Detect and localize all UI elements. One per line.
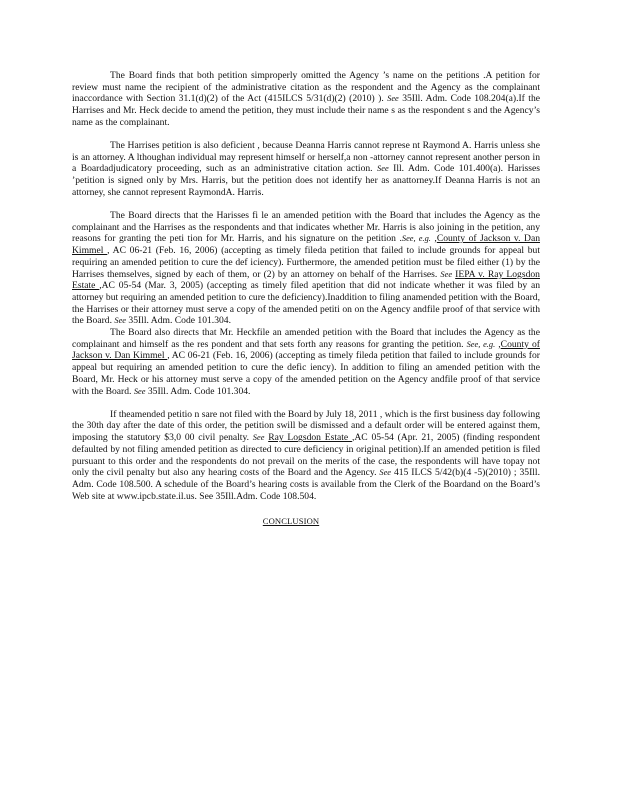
text-run: The Board finds that both petition simproperly omitted the Agency ’s name on the petitions .A petition for review must name the recipient of the administrative citation as the respondent and the Agency as the complainant inaccordance with Section 31.1(d)(2) of the Act (415ILCS 5/31(d)(2) (2010) ). (72, 70, 540, 105)
case-citation: County of Jackson v. Dan Kimmel (72, 233, 540, 257)
text-run: 415 ILCS 5/42(b)(4 -5)(2010) ; 35Ill. Adm. Code 108.500. A schedule of the Board’s hearing costs is available from the Clerk of the Boardand on the Board’s Web site at www.ipcb.state.il.us. See 35Ill.Adm. Code 108.504. (72, 467, 540, 502)
text-run: ,AC 05-54 (Mar. 3, 2005) (accepting as timely filed apetition that did not indicate whether it was filed by an attorney but requiring an amended petition to cure the deficiency).Inaddition to filing anamended petition with the Board, the Harrises or their attorney must serve a copy of the amended petiti on on the Agency andfile proof of that service with the Board. (72, 280, 541, 327)
text-run: The Board also directs that Mr. Heckfile an amended petition with the Board that includes the Agency as the complainant and himself as the res pondent and that sets forth any reasons for granting the petition. (72, 327, 540, 350)
citation-signal: See (377, 164, 389, 174)
text-run: 35Ill. Adm. Code 101.304. (145, 385, 251, 397)
text-run: , AC 06-21 (Feb. 16, 2006) (accepting as timely fileda petition that failed to include grounds for appeal but requiring an amended petition to cure the defic iency). In addition to filing an amended petition with the Board, Mr. Heck or his attorney must serve a copy of the amended petition on the Agency andfile proof of that service with the Board. (72, 350, 540, 397)
citation-signal: See (133, 386, 146, 396)
paragraph-representation (72, 140, 540, 199)
citation-signal: See (440, 269, 453, 279)
paragraph-deadline (72, 409, 540, 503)
citation-signal: See (114, 316, 126, 326)
text-run: 35Ill. Adm. Code 108.204(a).If the Harrises and Mr. Heck decide to amend the petition, they must include their name s as the respondent s and the Agency’s name as the complainant. (72, 93, 541, 128)
citation-signal: See, e.g. (401, 234, 431, 244)
text-run: 35Ill. Adm. Code 101.304. (126, 315, 231, 327)
paragraph-harrises-directive (72, 210, 540, 327)
conclusion-heading: CONCLUSION (262, 516, 320, 527)
text-run: Ill. Adm. Code 101.400(a). Harisses ’petition is signed only by Mrs. Harris, but the petition does not identify her as anattorney.If Deanna Harris is not an attorney, she cannot represent RaymondA. Harris. (72, 163, 540, 198)
text-run: The Board directs that the Harisses fi le an amended petition with the Board that includes the Agency as the complainant and the Harrises as the respondents and that indicates whether Mr. Harris is also joining in the petition, any reasons for granting the peti tion for Mr. Harris, and his signature on the petition . (72, 210, 540, 245)
case-citation: Ray Logsdon Estate (268, 432, 352, 444)
citation-signal: See (379, 468, 392, 478)
text-run: The Harrises petition is also deficient , because Deanna Harris cannot represe nt Raymond A. Harris unless she is an attorney. A lthoughan individual may represent himself or herself,a non -attorney cannot represent another person in a Boardadjudicatory proceeding, such as an administrative citation action. (72, 140, 540, 175)
case-citation: IEPA v. Ray Logsdon Estate (72, 268, 540, 292)
text-run: , (495, 338, 501, 350)
section-heading (72, 516, 540, 528)
case-citation: County of Jackson v. Dan Kimmel (72, 338, 540, 362)
paragraph-gap (72, 129, 540, 141)
citation-signal: See (252, 433, 265, 443)
paragraph-gap (72, 199, 540, 211)
text-run: If theamended petitio n sare not filed with the Board by July 18, 2011 , which is the first business day following the 30th day after the date of this order, the petition swill be dismissed and a default order will be entered against them, imposing the statutory $3,0 00 civil penalty. (72, 408, 540, 444)
paragraph-gap (72, 397, 540, 409)
text-run: , AC 06-21 (Feb. 16, 2006) (accepting as timely fileda petition that failed to include grounds for appeal but requiring an amended petition to cure the def iciency). Furthermore, the amended petition must be filed either (1) by the Harrises themselves, signed by each of them, or (2) by an attorney on behalf of the Harrises. (72, 245, 541, 280)
text-run: , (430, 233, 437, 245)
citation-signal: See (387, 94, 399, 104)
citation-signal: See, e.g. (466, 339, 496, 349)
document-page (72, 70, 540, 528)
paragraph-petition-names (72, 70, 540, 129)
paragraph-heck-directive (72, 327, 540, 397)
text-run: ,AC 05-54 (Apr. 21, 2005) (finding respondent defaulted by not filing amended petition as directed to cure deficiency in original petition).If an amended petition is filed pursuant to this order and the respondents do not prevail on the merits of the case, the respondents will have topay not only the civil penalty but also any hearing costs of the Board and the Agency. (72, 432, 540, 479)
